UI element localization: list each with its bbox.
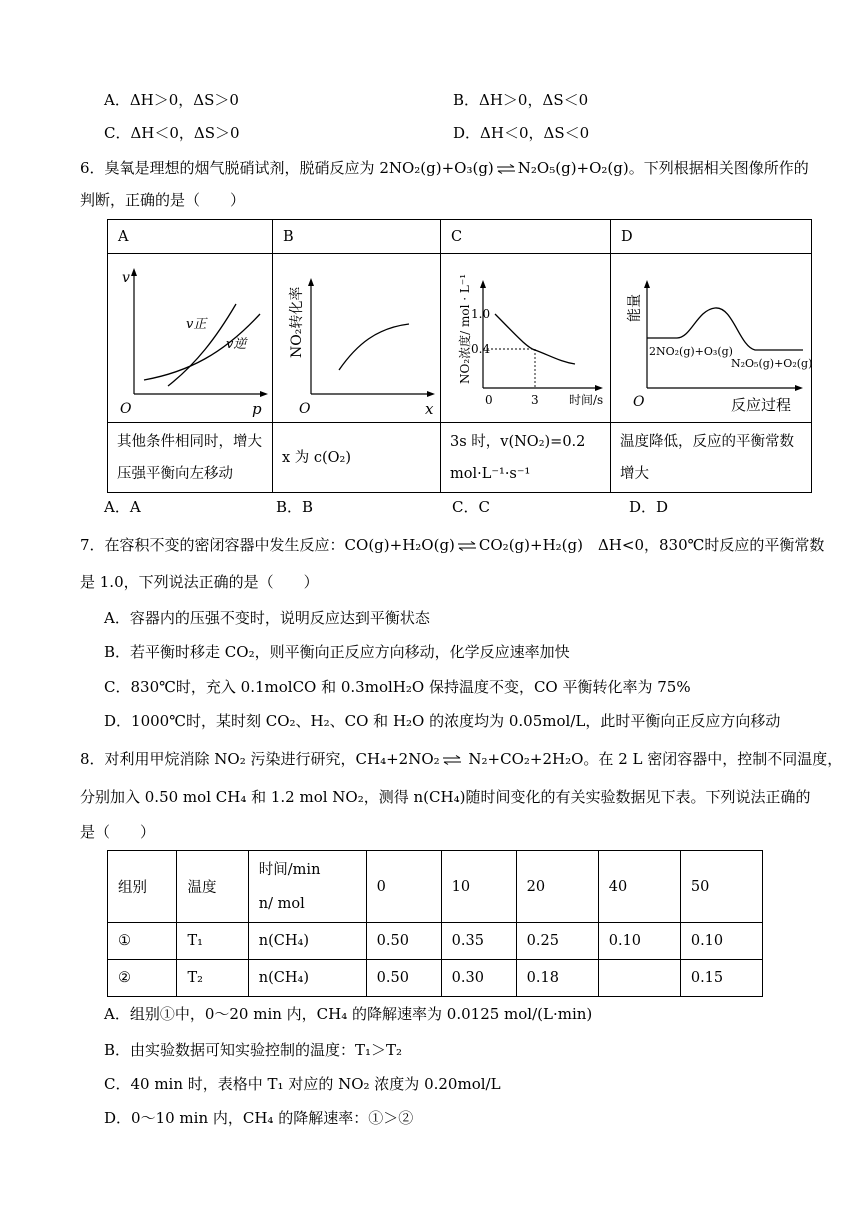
graph-b-x-label: x [425,400,434,418]
graph-b-cell [273,254,441,423]
graph-b-desc: x 为 c(O₂) [273,423,441,493]
q5-option-c: C．ΔH＜0，ΔS＞0 [104,124,240,142]
q8-stem-line1: 8．对利用甲烷消除 NO₂ 污染进行研究，CH₄+2NO₂ N₂+CO₂+2H₂O。在 2 L 密闭容器中，控制不同温度， [80,750,843,768]
graph-a-origin: O [120,401,132,417]
row1-value-0: 0.50 [366,923,441,960]
table-header-time-40: 40 [598,851,680,923]
table-header-time: 时间/min n/ mol [248,851,366,923]
graph-d-x-label: 反应过程 [731,396,792,414]
q6-header-a: A [118,228,129,245]
row1-value-10: 0.35 [441,923,516,960]
q8-stem-line3: 是（ ） [80,823,156,841]
graph-d-y-label: 能量 [627,294,643,322]
row1-value-50: 0.10 [680,923,762,960]
graph-b-y-label: NO₂转化率 [289,286,305,358]
q6-option-a: A．A [104,498,141,516]
graph-c-y-label: NO₂浓度/ mol · L⁻¹ [458,273,472,384]
graph-c-tick-3: 3 [531,393,539,407]
table-header-time-10: 10 [441,851,516,923]
row1-item: n(CH₄) [248,923,366,960]
graph-d-reactants-label: 2NO₂(g)+O₃(g) [649,345,733,358]
graph-d-origin: O [633,394,645,410]
graph-a-curve2-label: v逆 [226,337,247,352]
graph-a [108,254,272,418]
row2-group: ② [108,960,177,997]
q8-stem-line2: 分别加入 0.50 mol CH₄ 和 1.2 mol NO₂，测得 n(CH₄)随时间变化的有关实验数据见下表。下列说法正确的 [80,788,811,806]
q8-option-a: A．组别①中，0～20 min 内，CH₄ 的降解速率为 0.0125 mol/(L·min) [104,1005,593,1023]
table-row [108,923,763,960]
row2-value-10: 0.30 [441,960,516,997]
graph-c-tick-1.0: 1.0 [471,307,491,321]
graph-d-products-label: N₂O₅(g)+O₂(g) [731,357,811,370]
graph-a-y-label: v [122,270,130,286]
q5-option-b: B．ΔH＞0，ΔS＜0 [453,91,589,109]
q7-option-d: D．1000℃时，某时刻 CO₂、H₂、CO 和 H₂O 的浓度均为 0.05mol/L，此时平衡向正反应方向移动 [104,712,781,730]
table-header-temp: 温度 [177,851,248,923]
q6-stem-line1: 6．臭氧是理想的烟气脱硝试剂，脱硝反应为 2NO₂(g)+O₃(g) N₂O₅(g)+O₂(g)。下列根据相关图像所作的 [80,159,809,177]
q7-option-b: B．若平衡时移走 CO₂，则平衡向正反应方向移动，化学反应速率加快 [104,643,570,661]
row2-item: n(CH₄) [248,960,366,997]
graph-a-x-label: p [252,400,262,418]
equilibrium-arrow-icon [457,541,477,551]
q6-header-b: B [283,228,294,245]
table-header-time-50: 50 [680,851,762,923]
row2-temp: T₂ [177,960,248,997]
table-header-time-0: 0 [366,851,441,923]
graph-c-cell [441,254,611,423]
graph-c-tick-0.4: 0.4 [471,342,491,356]
row2-value-20: 0.18 [516,960,598,997]
row1-temp: T₁ [177,923,248,960]
q7-option-c: C．830℃时，充入 0.1molCO 和 0.3molH₂O 保持温度不变，CO 平衡转化率为 75% [104,678,691,696]
row2-value-50: 0.15 [680,960,762,997]
graph-d-desc: 温度降低，反应的平衡常数 增大 [611,423,812,493]
q6-graph-table [107,219,812,493]
q6-header-d: D [621,228,633,245]
row1-value-20: 0.25 [516,923,598,960]
graph-b-origin: O [299,401,311,417]
q8-option-b: B．由实验数据可知实验控制的温度：T₁＞T₂ [104,1041,403,1059]
q6-stem-line2: 判断，正确的是（ ） [80,191,246,209]
q6-option-b: B．B [276,498,314,516]
q7-stem-line1: 7．在容积不变的密闭容器中发生反应：CO(g)+H₂O(g) CO₂(g)+H₂(g) ΔH<0，830℃时反应的平衡常数 [80,536,825,554]
graph-a-cell [108,254,273,423]
graph-c-x-label: 时间/s [569,393,604,407]
graph-d [611,254,811,418]
q8-option-c: C．40 min 时，表格中 T₁ 对应的 NO₂ 浓度为 0.20mol/L [104,1075,501,1093]
equilibrium-arrow-icon [442,755,462,765]
graph-b [273,254,440,418]
q6-option-d: D．D [629,498,669,516]
graph-c-desc: 3s 时，v(NO₂)=0.2 mol·L⁻¹·s⁻¹ [441,423,611,493]
row2-value-40 [598,960,680,997]
q6-header-c: C [451,228,463,245]
graph-c [441,254,610,418]
table-header-time-20: 20 [516,851,598,923]
q8-data-table [107,850,763,997]
equilibrium-arrow-icon [496,164,516,174]
q5-option-a: A．ΔH＞0，ΔS＞0 [104,91,239,109]
graph-a-curve1-label: v正 [186,317,207,332]
row2-value-0: 0.50 [366,960,441,997]
graph-c-origin: 0 [485,393,493,407]
row1-value-40: 0.10 [598,923,680,960]
q5-option-d: D．ΔH＜0，ΔS＜0 [453,124,590,142]
q8-option-d: D．0～10 min 内，CH₄ 的降解速率：①＞② [104,1109,414,1127]
graph-a-desc: 其他条件相同时，增大 压强平衡向左移动 [108,423,273,493]
q7-stem-line2: 是 1.0，下列说法正确的是（ ） [80,573,319,591]
q6-option-c: C．C [452,498,490,516]
table-row [108,960,763,997]
q7-option-a: A．容器内的压强不变时，说明反应达到平衡状态 [104,609,430,627]
row1-group: ① [108,923,177,960]
table-header-group: 组别 [108,851,177,923]
graph-d-cell [611,254,812,423]
